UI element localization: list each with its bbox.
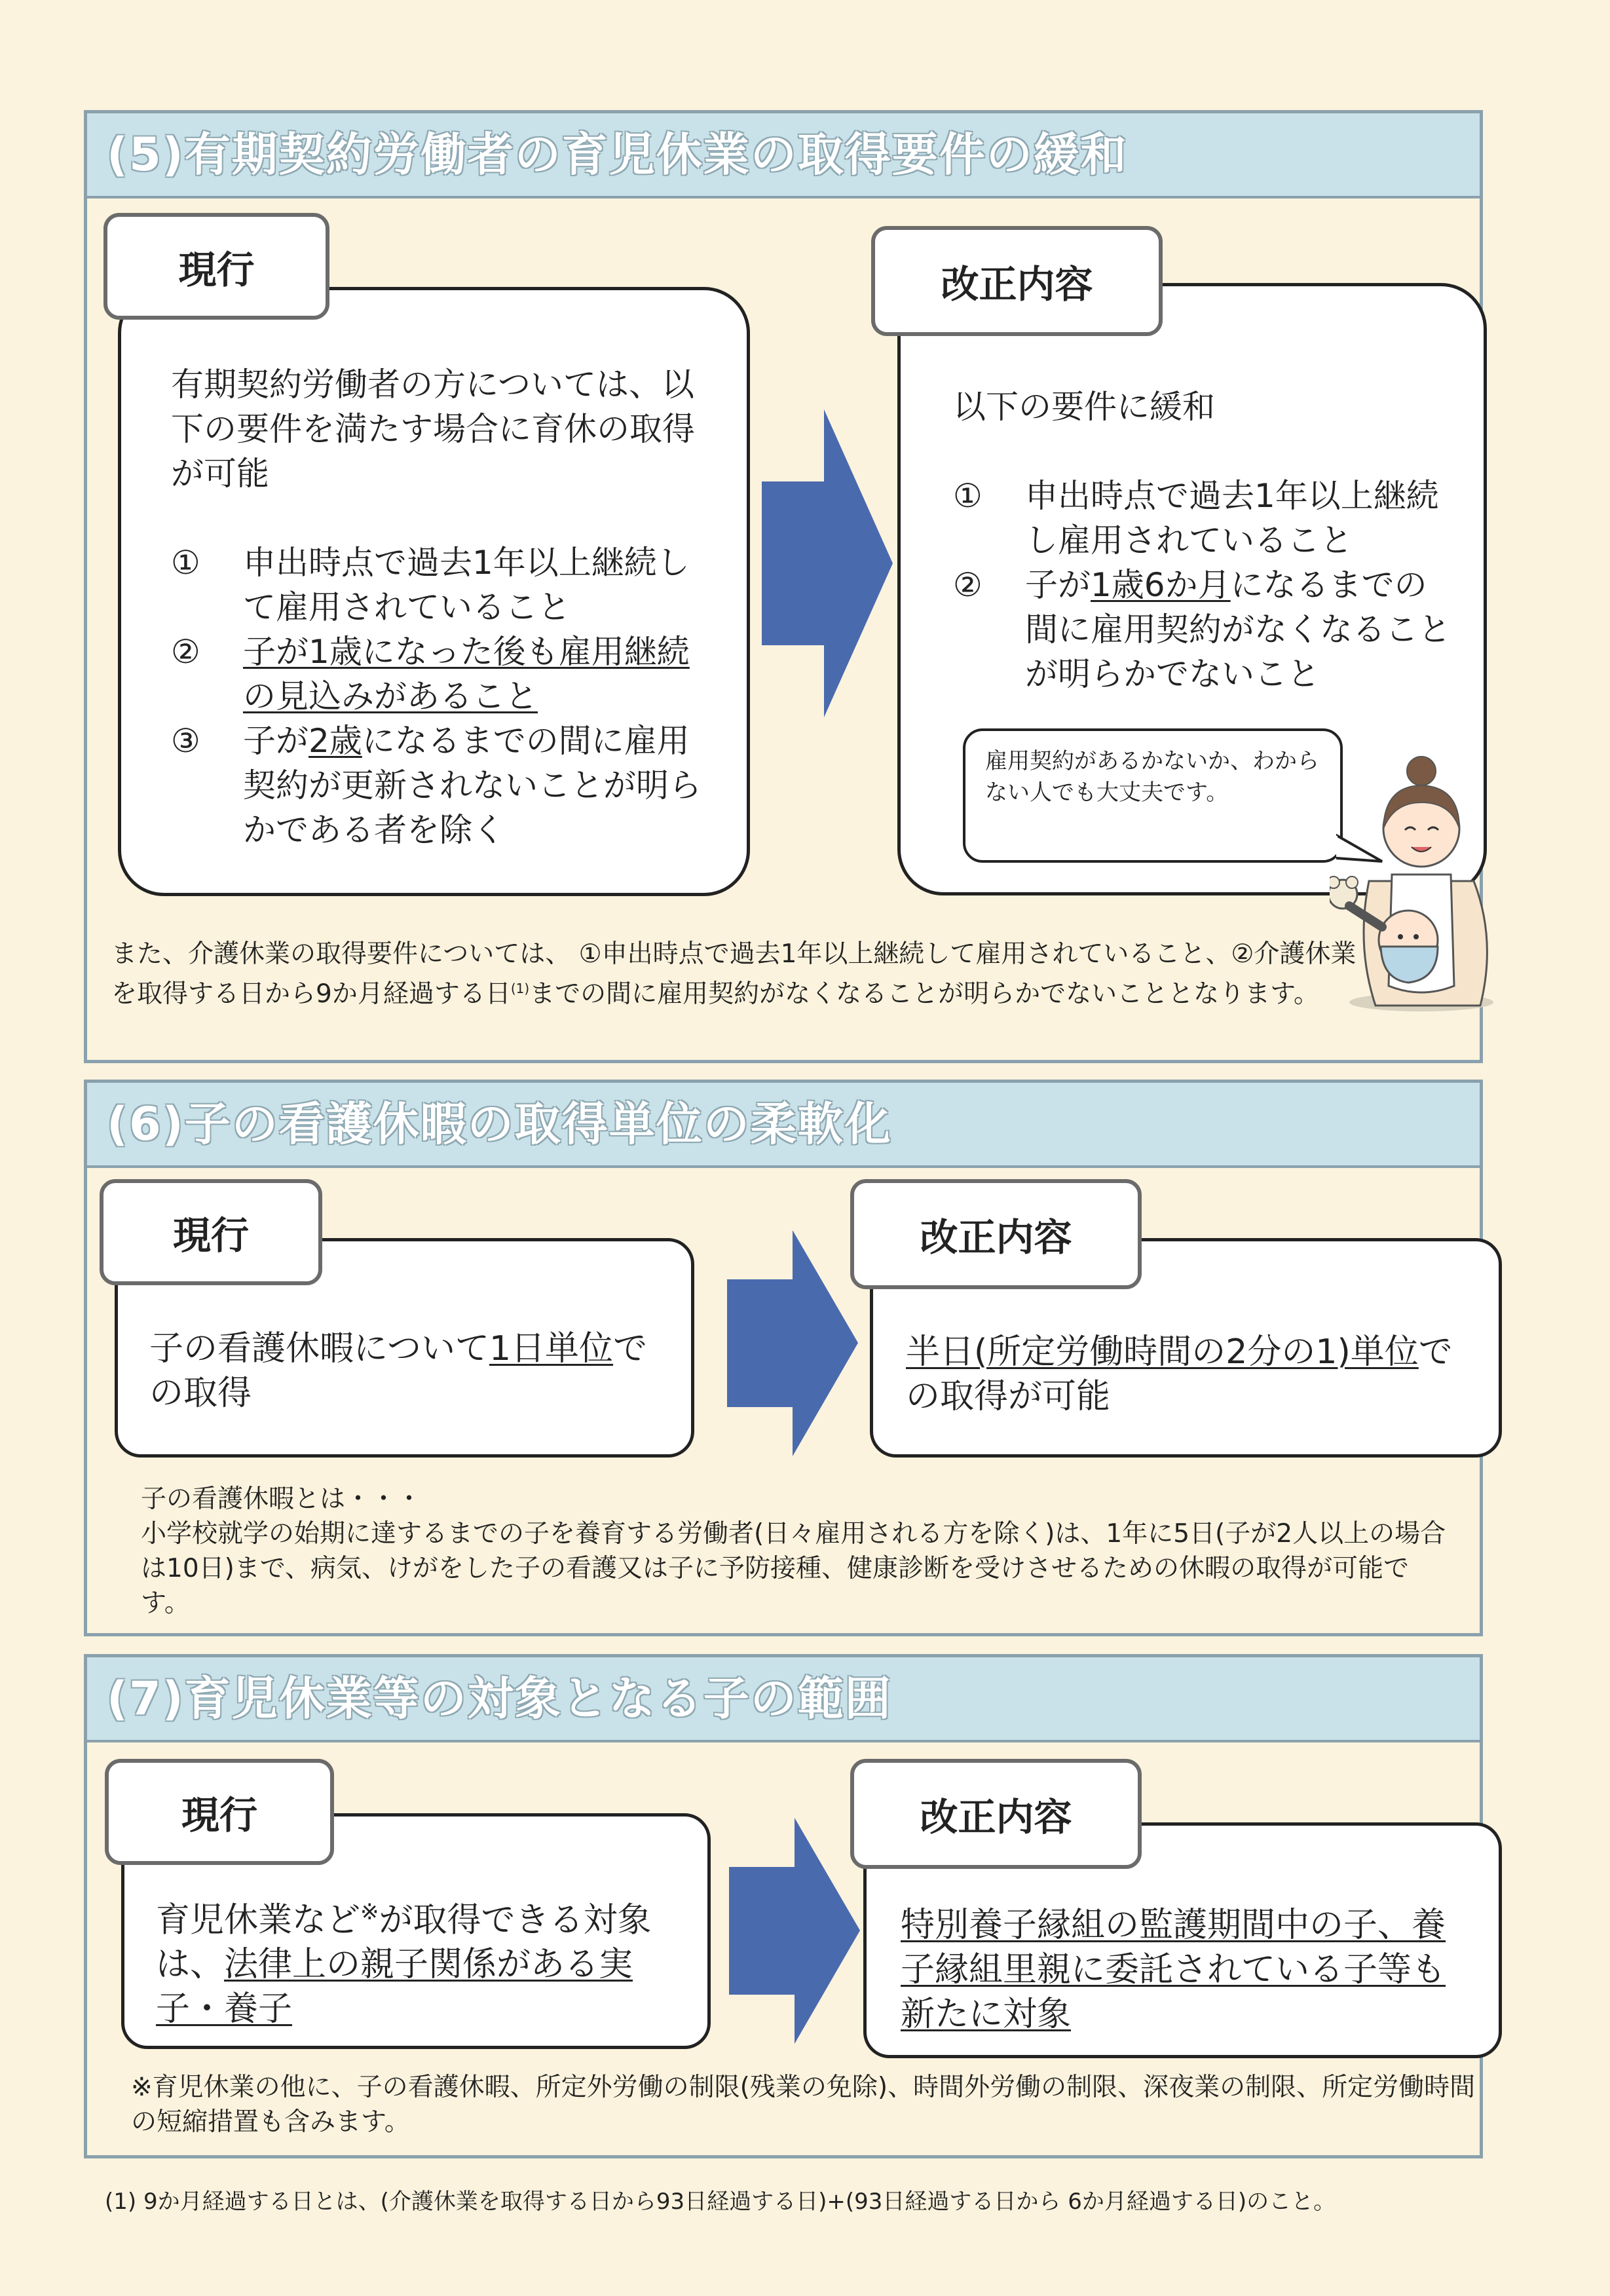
revised-tag: 改正内容 bbox=[850, 1179, 1142, 1289]
speech-bubble: 雇用契約があるかないか、わからない人でも大丈夫です。 bbox=[963, 728, 1343, 863]
section-6-title: (6)子の看護休暇の取得単位の柔軟化 bbox=[87, 1083, 1480, 1168]
arrow-icon bbox=[729, 1818, 860, 2044]
care-leave-note: また、介護休業の取得要件については、 ①申出時点で過去1年以上継続して雇用されていること、②介護休業を取得する日から9か月経過する日$^{(1)}$までの間に雇用契約がなくなることが明らかでないこととなります。 bbox=[111, 939, 1357, 1009]
current-intro: 有期契約労働者の方については、以下の要件を満たす場合に育休の取得が可能 bbox=[171, 366, 695, 493]
current-tag: 現行 bbox=[100, 1179, 322, 1285]
section-5-title: (5)有期契約労働者の育児休業の取得要件の緩和 bbox=[87, 113, 1480, 198]
revised-intro: 以下の要件に緩和 bbox=[953, 388, 1215, 426]
nursing-leave-note-title: 子の看護休暇とは・・・ bbox=[141, 1484, 422, 1514]
revised-box: 特別養子縁組の監護期間中の子、養子縁組里親に委託されている子等も新たに対象 bbox=[863, 1822, 1502, 2058]
current-tag: 現行 bbox=[103, 213, 329, 320]
arrow-icon bbox=[762, 409, 893, 717]
nursing-leave-note bbox=[141, 1482, 1457, 1621]
current-box bbox=[118, 287, 750, 896]
current-box: 子の看護休暇について1日単位での取得 bbox=[115, 1238, 694, 1458]
revised-box: 半日(所定労働時間の2分の1)単位での取得が可能 bbox=[870, 1238, 1502, 1458]
revised-tag: 改正内容 bbox=[850, 1759, 1142, 1869]
current-item: ③ 子が2歳になるまでの間に雇用契約が更新されないことが明らかである者を除く bbox=[171, 722, 702, 849]
scope-note: ※育児休業の他に、子の看護休暇、所定外労働の制限(残業の免除)、時間外労働の制限、深夜業の制限、所定労働時間の短縮措置も含みます。 bbox=[131, 2073, 1476, 2137]
revised-tag: 改正内容 bbox=[871, 226, 1163, 336]
arrow-icon bbox=[727, 1230, 858, 1456]
revised-item: ① 申出時点で過去1年以上継続し雇用されていること bbox=[953, 477, 1439, 559]
current-box: 育児休業など※が取得できる対象は、法律上の親子関係がある実子・養子 bbox=[121, 1813, 711, 2049]
revised-item: ② 子が1歳6か月になるまでの間に雇用契約がなくなることが明らかでないこと bbox=[953, 566, 1451, 693]
current-tag: 現行 bbox=[105, 1759, 334, 1865]
section-7-title: (7)育児休業等の対象となる子の範囲 bbox=[87, 1657, 1480, 1742]
footnote: (1) 9か月経過する日とは、(介護休業を取得する日から93日経過する日)+(93日経過する日から 6か月経過する日)のこと。 bbox=[105, 2189, 1336, 2215]
current-item: ② 子が1歳になった後も雇用継続の見込みがあること bbox=[171, 633, 690, 715]
nursing-leave-note-body: 小学校就学の始期に達するまでの子を養育する労働者(日々雇用される方を除く)は、1年に5日(子が2人以上の場合は10日)まで、病気、けがをした子の看護又は子に予防接種、健康診断を受けさせるための休暇の取得が可能です。 bbox=[141, 1519, 1446, 1618]
current-item: ① 申出時点で過去1年以上継続して雇用されていること bbox=[171, 544, 690, 626]
